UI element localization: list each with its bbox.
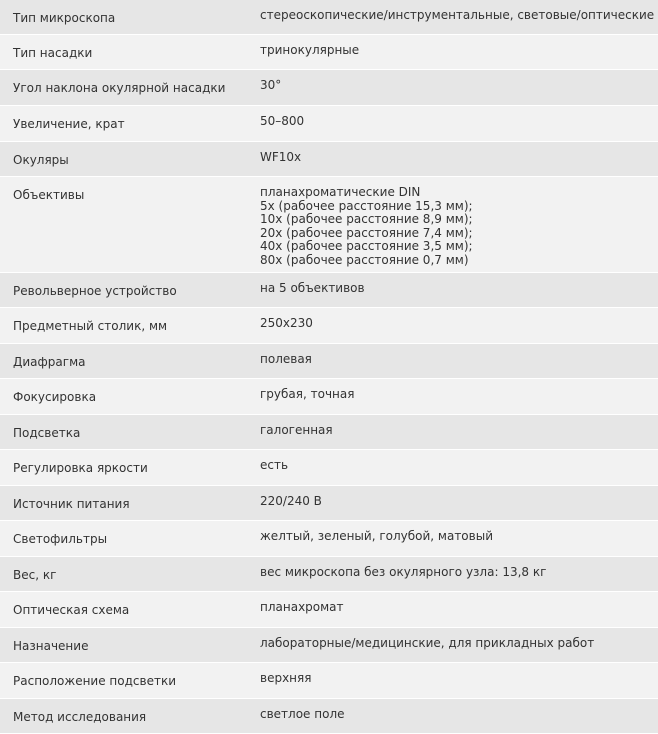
spec-value-line: желтый, зеленый, голубой, матовый bbox=[260, 528, 493, 543]
spec-row bbox=[0, 106, 658, 142]
spec-value-line: грубая, точная bbox=[260, 386, 355, 401]
spec-value bbox=[249, 450, 658, 486]
spec-row bbox=[0, 0, 658, 35]
spec-value bbox=[249, 699, 658, 734]
spec-value-line: 10x (рабочее расстояние 8,9 мм); bbox=[260, 212, 473, 227]
spec-value bbox=[249, 0, 658, 35]
spec-name: Объективы bbox=[0, 177, 249, 273]
spec-name: Тип насадки bbox=[0, 35, 249, 70]
spec-name: Револьверное устройство bbox=[0, 273, 249, 308]
spec-value-line: на 5 объективов bbox=[260, 280, 365, 295]
spec-value bbox=[249, 379, 658, 415]
spec-value bbox=[249, 415, 658, 450]
spec-name: Угол наклона окулярной насадки bbox=[0, 70, 249, 106]
spec-row bbox=[0, 699, 658, 734]
spec-row bbox=[0, 450, 658, 486]
spec-value-line: 80x (рабочее расстояние 0,7 мм) bbox=[260, 252, 469, 267]
spec-row bbox=[0, 628, 658, 663]
spec-row bbox=[0, 521, 658, 557]
spec-value bbox=[249, 592, 658, 628]
spec-value-line: есть bbox=[260, 457, 289, 472]
spec-row bbox=[0, 70, 658, 106]
spec-name: Вес, кг bbox=[0, 557, 249, 592]
spec-value-line: верхняя bbox=[260, 670, 312, 685]
spec-row bbox=[0, 415, 658, 450]
spec-value-line: 250x230 bbox=[260, 315, 313, 330]
spec-value bbox=[249, 557, 658, 592]
spec-value bbox=[249, 521, 658, 557]
spec-value-line: 220/240 В bbox=[260, 493, 322, 508]
spec-value bbox=[249, 142, 658, 177]
spec-value-line: 50–800 bbox=[260, 114, 305, 128]
spec-name: Диафрагма bbox=[0, 344, 249, 379]
spec-value-line: 40x (рабочее расстояние 3,5 мм); bbox=[260, 239, 473, 254]
spec-name: Светофильтры bbox=[0, 521, 249, 557]
spec-name: Увеличение, крат bbox=[0, 106, 249, 142]
spec-value-line: полевая bbox=[260, 351, 312, 366]
spec-value-line: галогенная bbox=[260, 422, 333, 437]
spec-row bbox=[0, 557, 658, 592]
spec-row bbox=[0, 379, 658, 415]
spec-value-line: 20x (рабочее расстояние 7,4 мм); bbox=[260, 225, 473, 240]
spec-row bbox=[0, 344, 658, 379]
spec-name: Предметный столик, мм bbox=[0, 308, 249, 344]
spec-name: Метод исследования bbox=[0, 699, 249, 734]
spec-value bbox=[249, 486, 658, 521]
spec-value bbox=[249, 106, 658, 142]
spec-value bbox=[249, 628, 658, 663]
spec-row bbox=[0, 142, 658, 177]
spec-row bbox=[0, 592, 658, 628]
spec-value bbox=[249, 177, 658, 273]
spec-row bbox=[0, 486, 658, 521]
spec-value-line: лабораторные/медицинские, для прикладных работ bbox=[260, 635, 595, 650]
spec-name: Подсветка bbox=[0, 415, 249, 450]
spec-name: Регулировка яркости bbox=[0, 450, 249, 486]
spec-value-line: планахромат bbox=[260, 599, 344, 614]
spec-value bbox=[249, 70, 658, 106]
spec-value-line: стереоскопические/инструментальные, световые/оптические bbox=[260, 8, 655, 22]
spec-name: Расположение подсветки bbox=[0, 663, 249, 699]
spec-row bbox=[0, 308, 658, 344]
spec-row bbox=[0, 35, 658, 70]
spec-value-line: WF10x bbox=[260, 150, 302, 164]
spec-name: Назначение bbox=[0, 628, 249, 663]
spec-value bbox=[249, 273, 658, 308]
spec-name: Оптическая схема bbox=[0, 592, 249, 628]
spec-row bbox=[0, 177, 658, 273]
spec-value-line: вес микроскопа без окулярного узла: 13,8 кг bbox=[260, 564, 547, 579]
spec-row bbox=[0, 273, 658, 308]
spec-value-line: 30° bbox=[260, 78, 282, 92]
spec-value bbox=[249, 344, 658, 379]
spec-name: Окуляры bbox=[0, 142, 249, 177]
spec-value-line: планахроматические DIN bbox=[260, 185, 421, 199]
spec-value-line: 5x (рабочее расстояние 15,3 мм); bbox=[260, 198, 473, 213]
spec-name: Фокусировка bbox=[0, 379, 249, 415]
spec-value bbox=[249, 663, 658, 699]
spec-name: Источник питания bbox=[0, 486, 249, 521]
spec-value-line: светлое поле bbox=[260, 706, 345, 721]
spec-name: Тип микроскопа bbox=[0, 0, 249, 35]
spec-value bbox=[249, 308, 658, 344]
spec-value-line: тринокулярные bbox=[260, 43, 360, 57]
spec-row bbox=[0, 663, 658, 699]
spec-value bbox=[249, 35, 658, 70]
